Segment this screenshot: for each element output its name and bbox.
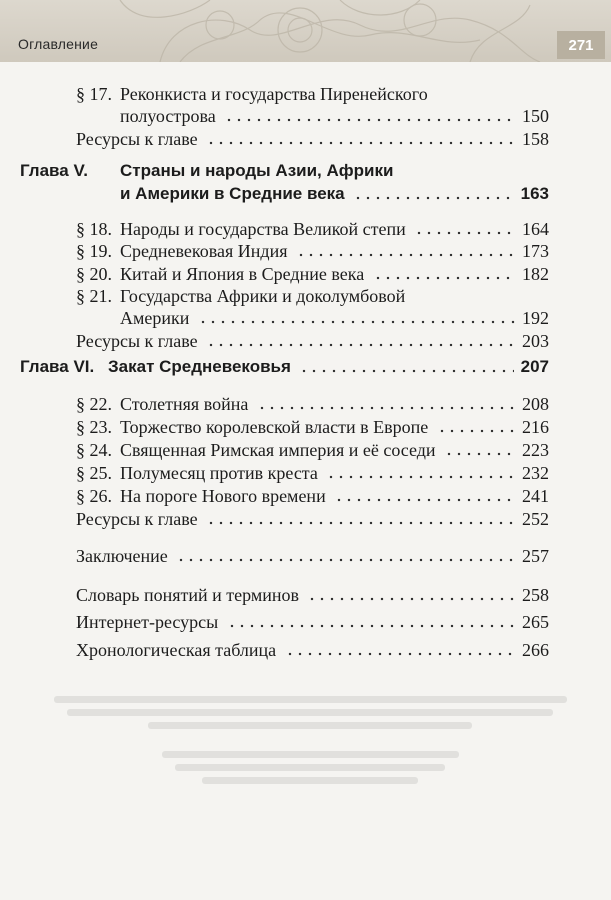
dot-leader (373, 263, 516, 285)
dot-leader (206, 508, 516, 530)
dot-leader (307, 584, 516, 606)
page-number: 232 (522, 463, 549, 483)
dot-leader (334, 485, 516, 507)
dot-leader (198, 307, 516, 329)
dot-leader (444, 439, 516, 461)
paragraph-number: § 17. (76, 84, 112, 104)
chapter-number: Глава V. (20, 161, 88, 180)
paragraph-number: § 23. (76, 417, 112, 437)
entry-title: Ресурсы к главе (76, 509, 198, 529)
page-number: 203 (522, 331, 549, 351)
paragraph-number: § 25. (76, 463, 112, 483)
entry-title: Полумесяц против креста (120, 463, 318, 483)
entry-title: Интернет-ресурсы (76, 612, 219, 632)
page-number: 173 (522, 241, 549, 261)
entry-title: Реконкиста и государства Пиренейского (120, 84, 428, 104)
entry-title: Торжество королевской власти в Европе (120, 417, 429, 437)
dot-leader (437, 416, 516, 438)
chapter-title: Закат Средневековья (108, 357, 291, 376)
page-number: 241 (522, 486, 549, 506)
entry-title: Государства Африки и доколумбовой (120, 286, 406, 306)
dot-leader (299, 356, 514, 378)
section-title: Оглавление (18, 36, 99, 52)
dot-leader (206, 330, 516, 352)
page-number: 257 (522, 546, 549, 566)
page-number: 223 (522, 440, 549, 460)
page-number: 252 (522, 509, 549, 529)
page-number: 265 (522, 612, 549, 632)
page-number: 207 (520, 357, 549, 376)
page-number: 163 (520, 184, 549, 203)
chapter-title: Страны и народы Азии, Африки (120, 161, 394, 180)
page-number: 182 (522, 264, 549, 284)
page-number: 164 (522, 219, 549, 239)
dot-leader (296, 240, 516, 262)
entry-title: На пороге Нового времени (120, 486, 326, 506)
page-number: 216 (522, 417, 549, 437)
paragraph-number: § 21. (76, 286, 112, 306)
dot-leader (326, 462, 516, 484)
page-number: 258 (522, 585, 549, 605)
paragraph-number: § 20. (76, 264, 112, 284)
entry-title: Китай и Япония в Средние века (120, 264, 365, 284)
entry-title: Средневековая Индия (120, 241, 288, 261)
chapter-number: Глава VI. (20, 357, 95, 376)
paragraph-number: § 22. (76, 394, 112, 414)
paragraph-number: § 18. (76, 219, 112, 239)
dot-leader (285, 639, 516, 661)
entry-title: Народы и государства Великой степи (120, 219, 406, 239)
page-number: 192 (522, 308, 549, 328)
dot-leader (206, 128, 516, 150)
paragraph-number: § 19. (76, 241, 112, 261)
entry-title: Заключение (76, 546, 168, 566)
entry-title: Священная Римская империя и её соседи (120, 440, 436, 460)
dot-leader (257, 393, 516, 415)
dot-leader (227, 611, 516, 633)
entry-title: Ресурсы к главе (76, 331, 198, 351)
entry-title: Америки (120, 308, 190, 328)
page-number-badge: 271 (557, 31, 605, 59)
chapter-title: и Америки в Средние века (120, 184, 345, 203)
dot-leader (353, 183, 514, 205)
dot-leader (224, 105, 516, 127)
dot-leader (176, 545, 516, 567)
entry-title: Ресурсы к главе (76, 129, 198, 149)
paragraph-number: § 26. (76, 486, 112, 506)
entry-title: полуострова (120, 106, 216, 126)
page-number: 208 (522, 394, 549, 414)
entry-title: Словарь понятий и терминов (76, 585, 299, 605)
dot-leader (414, 218, 516, 240)
page-number: 150 (522, 106, 549, 126)
page-number: 266 (522, 640, 549, 660)
entry-title: Столетняя война (120, 394, 249, 414)
page-number: 158 (522, 129, 549, 149)
paragraph-number: § 24. (76, 440, 112, 460)
entry-title: Хронологическая таблица (76, 640, 277, 660)
